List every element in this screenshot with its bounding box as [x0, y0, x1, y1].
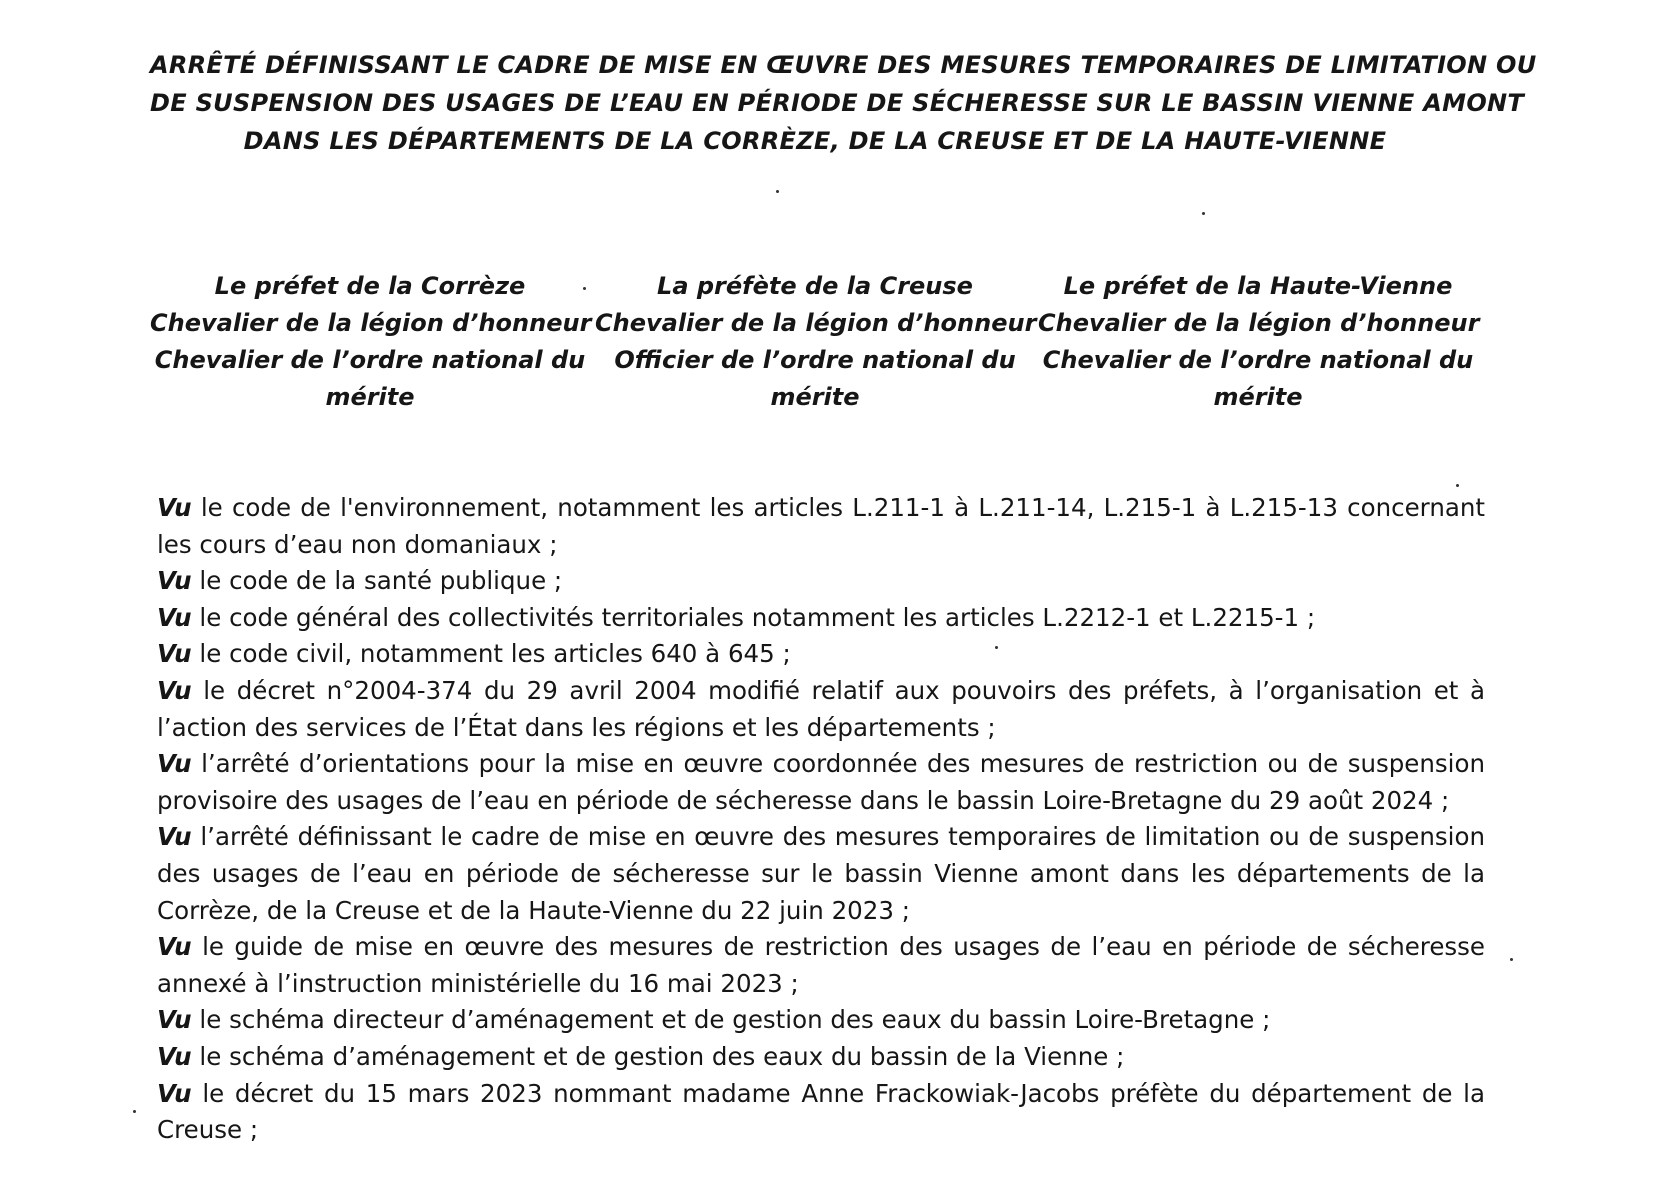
scan-speck [583, 287, 586, 290]
visa-prefix: Vu [157, 493, 192, 522]
signatory-creuse [595, 268, 1035, 416]
signatory-line: Chevalier de la légion d’honneur [1038, 309, 1480, 337]
visa-paragraph [157, 1039, 1485, 1076]
visa-text: l’arrêté d’orientations pour la mise en œuvre coordonnée des mesures de restriction ou de suspension provisoire des usages de l’eau en période de sécheresse dans le bassin Loire-Bretagne du 29 août 2024 ; [157, 749, 1485, 815]
visa-text: le décret n°2004-374 du 29 avril 2004 modifié relatif aux pouvoirs des préfets, à l’organisation et à l’action des services de l’État dans les régions et les départements ; [157, 675, 1485, 742]
visa-prefix: Vu [157, 1078, 192, 1108]
visa-prefix: Vu [157, 639, 192, 669]
scan-speck [133, 1110, 136, 1113]
visa-paragraph [157, 819, 1485, 929]
visa-text: le schéma d’aménagement et de gestion des eaux du bassin de la Vienne ; [191, 1041, 1125, 1071]
visa-text: le code de l'environnement, notamment les articles L.211-1 à L.211-14, L.215-1 à L.215-13 concernant les cours d’eau non domaniaux ; [157, 493, 1485, 559]
visa-text: le code général des collectivités territoriales notamment les articles L.2212-1 et L.2215-1 ; [191, 602, 1316, 632]
visa-text: l’arrêté définissant le cadre de mise en œuvre des mesures temporaires de limitation ou de suspension des usages de l’eau en période de sécheresse sur le bassin Vienne amont dans les départements de la Corrèze, de la Creuse et de la Haute-Vienne du 22 juin 2023 ; [157, 822, 1485, 925]
visa-paragraph [157, 1002, 1485, 1039]
visa-prefix: Vu [157, 749, 192, 779]
visa-paragraph [157, 1076, 1485, 1149]
scan-speck [1202, 212, 1205, 215]
signatory-line: mérite [325, 383, 415, 411]
title-line: DANS LES DÉPARTEMENTS DE LA CORRÈZE, DE LA CREUSE ET DE LA HAUTE-VIENNE [243, 127, 1387, 155]
scan-speck [1456, 484, 1459, 487]
signatory-line: La préfète de la Creuse [657, 272, 973, 300]
visa-text: le décret du 15 mars 2023 nommant madame Anne Frackowiak-Jacobs préfète du département de la Creuse ; [157, 1078, 1485, 1145]
signatory-line: Le préfet de la Corrèze [214, 272, 526, 300]
visa-paragraph [157, 600, 1485, 637]
title-line: DE SUSPENSION DES USAGES DE L’EAU EN PÉRIODE DE SÉCHERESSE SUR LE BASSIN VIENNE AMONT [150, 89, 1525, 117]
visa-prefix: Vu [157, 1041, 192, 1071]
visa-paragraph [157, 490, 1485, 563]
document-title [150, 46, 1537, 160]
visa-prefix: Vu [157, 822, 192, 852]
signatory-haute-vienne [1038, 268, 1478, 416]
visa-prefix: Vu [157, 566, 192, 596]
visa-paragraph [157, 746, 1485, 819]
visa-prefix: Vu [157, 932, 192, 962]
visa-paragraph [157, 636, 1485, 673]
visa-text: le guide de mise en œuvre des mesures de restriction des usages de l’eau en période de sécheresse annexé à l’instruction ministérielle du 16 mai 2023 ; [157, 932, 1485, 998]
visa-text: le code civil, notamment les articles 640 à 645 ; [191, 639, 791, 669]
scan-speck [1510, 958, 1513, 961]
signatory-correze [150, 268, 590, 416]
visa-prefix: Vu [157, 675, 192, 705]
signatory-line: Chevalier de la légion d’honneur [150, 309, 592, 337]
signatory-line: Le préfet de la Haute-Vienne [1063, 272, 1453, 300]
signatory-line: Chevalier de la légion d’honneur [595, 309, 1037, 337]
signatory-line: Officier de l’ordre national du [614, 346, 1016, 374]
scan-speck [776, 190, 779, 193]
visa-prefix: Vu [157, 602, 192, 632]
visa-paragraph [157, 563, 1485, 600]
visas-list [157, 490, 1485, 1149]
visa-text: le schéma directeur d’aménagement et de gestion des eaux du bassin Loire-Bretagne ; [191, 1005, 1271, 1035]
visa-paragraph [157, 929, 1485, 1002]
visa-text: le code de la santé publique ; [191, 566, 563, 596]
signatory-line: mérite [770, 383, 860, 411]
signatory-line: Chevalier de l’ordre national du [1042, 346, 1474, 374]
signatories-block [150, 268, 1480, 418]
title-line: ARRÊTÉ DÉFINISSANT LE CADRE DE MISE EN ŒUVRE DES MESURES TEMPORAIRES DE LIMITATION OU [150, 51, 1537, 79]
signatory-line: Chevalier de l’ordre national du [154, 346, 586, 374]
scan-speck [995, 646, 998, 649]
visa-paragraph [157, 673, 1485, 746]
visa-prefix: Vu [157, 1005, 192, 1035]
signatory-line: mérite [1213, 383, 1303, 411]
